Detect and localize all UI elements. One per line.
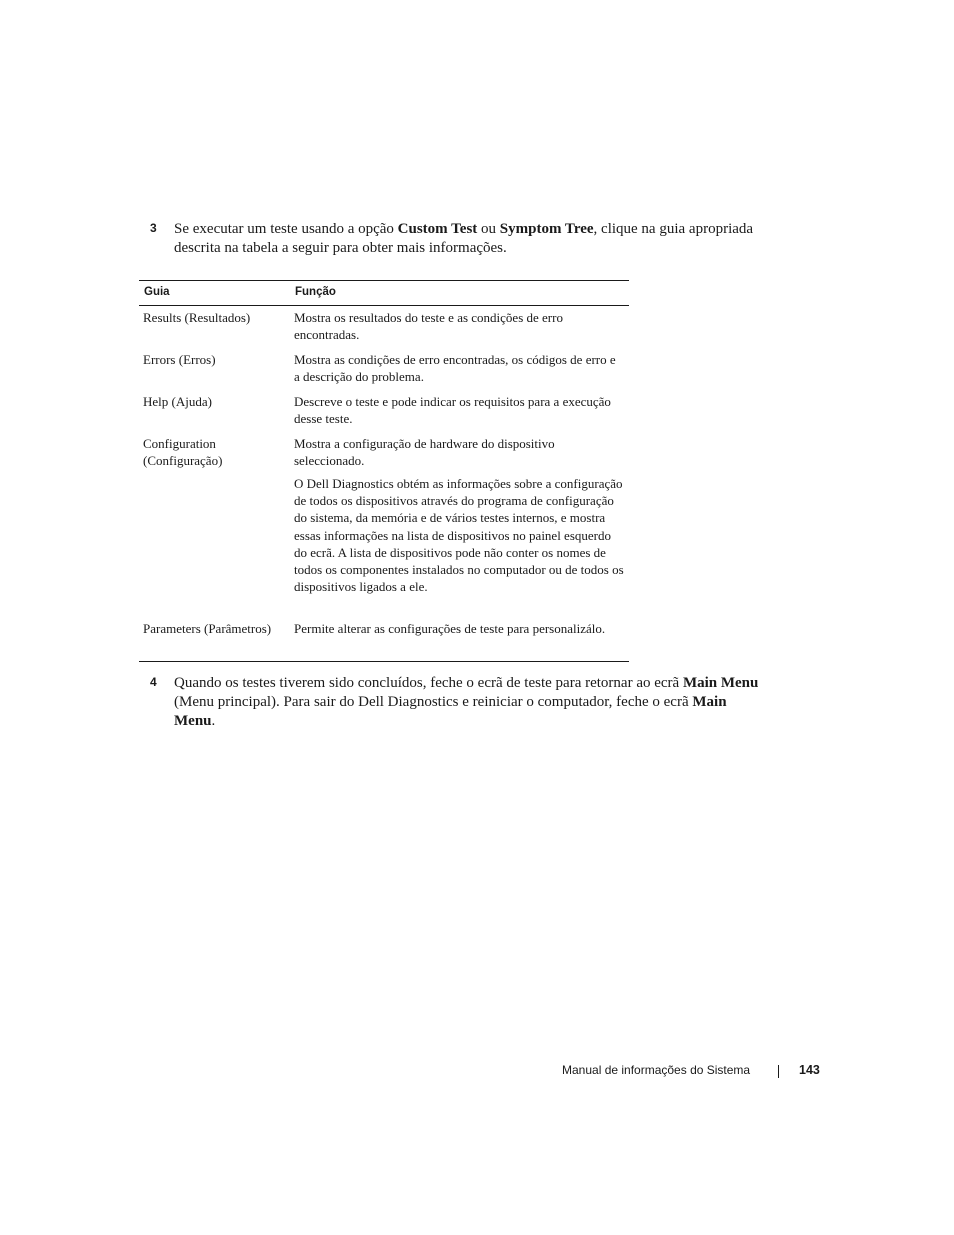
main-menu-term: Main Menu (174, 694, 727, 729)
row-guia: Parameters (Parâmetros) (143, 621, 272, 636)
row-funcao: Descreve o teste e pode indicar os requisitos para a execução desse teste. (294, 394, 611, 427)
table-header (139, 281, 629, 306)
main-menu-term: Main Menu (682, 675, 759, 691)
row-funcao: Mostra a configuração de hardware do dispositivo seleccionado. (294, 436, 555, 469)
step-number: 3 (150, 221, 157, 235)
row-guia: Errors (Erros) (143, 352, 216, 367)
step-3 (150, 220, 760, 260)
page-footer (540, 1062, 822, 1082)
symptom-tree-term: Symptom Tree (499, 221, 594, 237)
tabs-table (139, 280, 629, 662)
footer-divider (778, 1065, 779, 1078)
header-funcao: Função (295, 286, 336, 298)
custom-test-term: Custom Test (397, 221, 478, 237)
page-number: 143 (799, 1063, 820, 1077)
row-funcao: Permite alterar as configurações de teste para personalizálo. (294, 621, 606, 636)
row-guia: Results (Resultados) (143, 310, 251, 325)
header-guia: Guia (144, 286, 170, 298)
step-text: Se executar um teste usando a opção Custom Test ou Symptom Tree, clique na guia apropriada descrita na tabela a seguir para obter mais informações. (174, 221, 754, 256)
row-guia: Help (Ajuda) (143, 394, 212, 409)
step-number: 4 (150, 675, 157, 689)
row-funcao-extra: O Dell Diagnostics obtém as informações sobre a configuração de todos os dispositivos através do programa de configuração do sistema, da memória e de vários testes internos, e mostra essas informações na lista de dispositivos no painel esquerdo do ecrã. A lista de dispositivos pode não conter os nomes de todos os componentes instalados no computador ou de todos os dispositivos ligados a ele. (294, 476, 624, 595)
step-text: Quando os testes tiverem sido concluídos, feche o ecrã de teste para retornar ao ecrã Main Menu (Menu principal). Para sair do Dell Diagnostics e reiniciar o computador, feche o ecrã Main Menu. (174, 675, 759, 729)
manual-title: Manual de informações do Sistema (562, 1063, 751, 1077)
step-4 (150, 674, 760, 734)
row-funcao: Mostra os resultados do teste e as condições de erro encontradas. (294, 310, 563, 343)
row-funcao: Mostra as condições de erro encontradas, os códigos de erro e a descrição do problema. (294, 352, 616, 385)
row-guia: Configuration (Configuração) (143, 436, 223, 469)
